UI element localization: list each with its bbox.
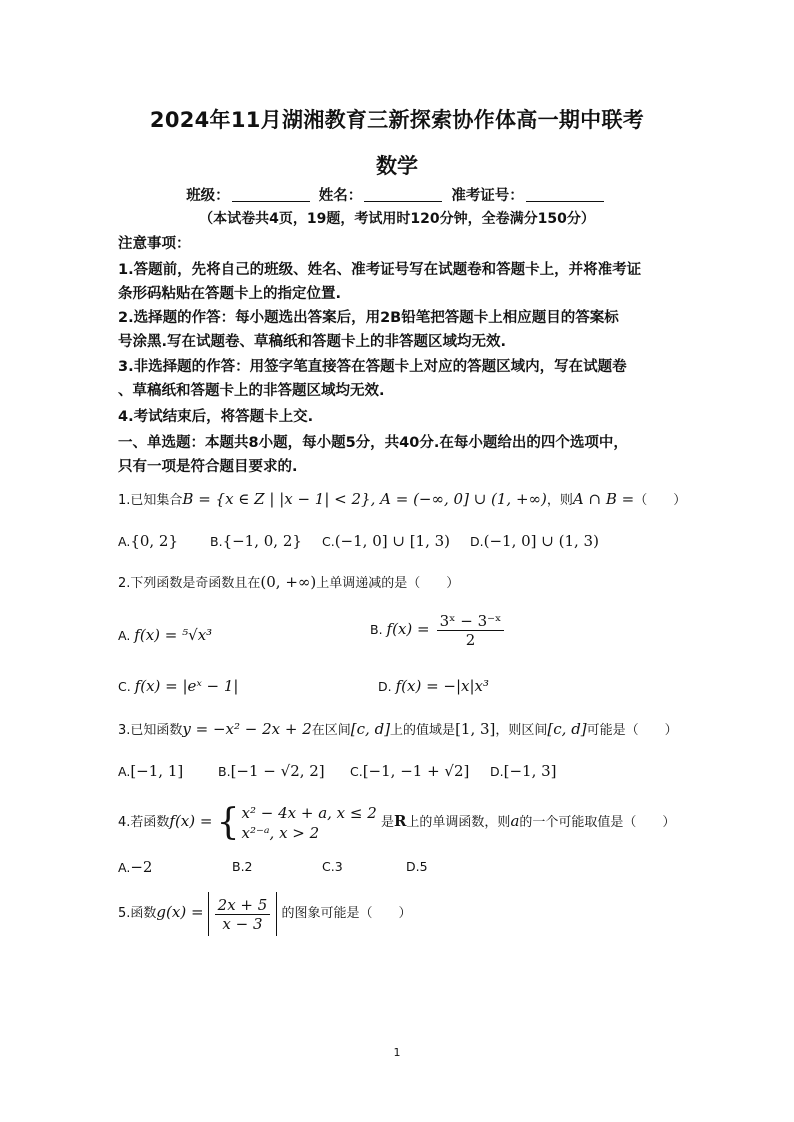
q3-prefix: 3.已知函数 [118,723,183,738]
q2-option-b: B. f(x) = $\frac{\text{3ˣ − 3⁻ˣ}}{2}$ [370,612,507,649]
question-3 [118,718,678,742]
q1-option-c: C.(−1, 0] ∪ [1, 3) [322,532,451,550]
q4-var: a [510,812,520,830]
q3-option-c: C.[−1, −1 + √2] [350,762,470,780]
q1-option-a-math: {0, 2} [130,532,179,550]
q5-absolute-value [208,892,278,936]
q3-mid-2: 上的值域是 [390,723,456,738]
paper-info: （本试卷共4页，19题，考试用时120分钟，全卷满分150分） [199,211,595,227]
q3-function: y = −x² − 2x + 2 [182,720,312,738]
exam-subject: 数学 [376,154,418,178]
q2-option-b-lhs: f(x) = [386,620,430,638]
q1-set-a: , A = (−∞, 0] ∪ (1, +∞) [370,490,547,508]
q4-lhs: f(x) = [169,812,213,830]
q4-prefix: 4.若函数 [118,815,170,830]
q4-mid: 是 [380,815,394,830]
note-4: 4.考试结束后，将答题卡上交. [118,409,314,425]
name-blank [364,187,442,202]
q4-option-c: C.3 [322,859,343,874]
q4-option-d: D.5 [406,859,428,874]
q3-range: [1, 3] [455,720,496,738]
q3-mid-3: ，则区间 [495,723,548,738]
q4-option-a: A.−2 [118,858,153,876]
q2-prefix: 2.下列函数是奇函数且在 [118,576,261,591]
note-2-line-2: 号涂黑.写在试题卷、草稿纸和答题卡上的非答题区域均无效. [118,334,507,350]
q4-case-1: x² − 4x + a, x ≤ 2 [241,803,377,822]
exam-id-blank [526,187,604,202]
q1-prefix: 1.已知集合 [118,493,183,508]
q1-paren: （ ） [634,493,687,508]
q5-fraction [215,896,271,933]
q2-option-d: D. f(x) = −|x|x³ [378,677,490,695]
q5-prefix: 5.函数 [118,906,157,921]
q4-option-b: B.2 [232,859,253,874]
q1-option-b: B.{−1, 0, 2} [210,532,302,550]
q2-option-d-math: f(x) = −|x|x³ [395,677,490,695]
q4-cases [242,803,377,843]
note-2-line-1: 2.选择题的作答：每小题选出答案后，用2B铅笔把答题卡上相应题目的答案标 [118,310,619,326]
q5-suffix: 的图象可能是（ ） [281,906,412,921]
name-label: 姓名： [318,188,363,204]
q1-option-b-math: {−1, 0, 2} [222,532,302,550]
q4-suffix-1: 上的单调函数，则 [406,815,511,830]
page-number: 1 [393,1046,401,1059]
section-1-line-1: 一、单选题：本题共8小题，每小题5分，共40分.在每小题给出的四个选项中， [118,435,628,451]
note-3-line-1: 3.非选择题的作答：用签字笔直接答在答题卡上对应的答题区域内，写在试题卷 [118,359,627,375]
q2-option-a: A. f(x) = ⁵√x³ [118,626,213,644]
exam-id-label: 准考证号： [451,188,524,204]
q3-option-b-math: [−1 − √2, 2] [230,762,325,780]
q5-numerator: 2x + 5 [215,896,271,915]
q3-interval-repeat: [c, d] [547,720,587,738]
question-5 [118,890,411,936]
q2-suffix: 上单调递减的是（ ） [316,576,460,591]
note-3-line-2: 、草稿纸和答题卡上的非答题区域均无效. [118,383,385,399]
note-1-line-1: 1.答题前，先将自己的班级、姓名、准考证号写在试题卷和答题卡上，并将准考证 [118,262,642,278]
q4-set: R [393,812,407,830]
question-2 [118,571,459,595]
q4-left-brace: { [216,801,240,843]
q3-suffix: 可能是（ ） [586,723,678,738]
question-1 [118,488,686,512]
q4-option-a-math: −2 [130,858,153,876]
section-1-line-2: 只有一项是符合题目要求的. [118,459,298,475]
exam-title: 2024年11月湖湘教育三新探索协作体高一期中联考 [149,108,645,132]
q3-option-a: A.[−1, 1] [118,762,184,780]
note-1-line-2: 条形码粘贴在答题卡上的指定位置. [118,286,342,302]
q1-expr: A ∩ B = [572,490,635,508]
q3-mid-1: 在区间 [311,723,351,738]
class-blank [232,187,310,202]
q2-interval: (0, +∞) [260,573,317,591]
q4-suffix-2: 的一个可能取值是（ ） [519,815,676,830]
q2-option-c: C. f(x) = |eˣ − 1| [118,677,239,695]
q3-interval: [c, d] [350,720,391,738]
q1-option-d-math: (−1, 0] ∪ (1, 3) [483,532,599,550]
q3-option-d: D.[−1, 3] [490,762,557,780]
q2-option-b-fraction [437,612,505,649]
q3-option-c-math: [−1, −1 + √2] [362,762,470,780]
q3-option-d-math: [−1, 3] [503,762,557,780]
q2-option-a-math: f(x) = ⁵√x³ [134,626,213,644]
q4-case-2: x²⁻ᵃ, x > 2 [241,823,320,842]
question-4 [118,798,675,846]
q1-mid: ，则 [546,493,573,508]
q2-option-c-math: f(x) = |eˣ − 1| [134,677,239,695]
q3-option-a-math: [−1, 1] [130,762,184,780]
q1-option-a: A.{0, 2} [118,532,179,550]
student-info-line [0,184,794,205]
q2-option-b-denominator: 2 [465,631,476,649]
q5-denominator: x − 3 [222,915,263,933]
q5-lhs: g(x) = [156,903,204,921]
q3-option-b: B.[−1 − √2, 2] [218,762,325,780]
q1-option-c-math: (−1, 0] ∪ [1, 3) [334,532,451,550]
q1-set-b: B = {x ∈ Z | |x − 1| < 2} [182,490,371,508]
class-label: 班级： [186,188,230,204]
notes-heading: 注意事项： [118,236,191,252]
q1-option-d: D.(−1, 0] ∪ (1, 3) [470,532,599,550]
q2-option-b-numerator: 3ˣ − 3⁻ˣ [437,612,505,631]
